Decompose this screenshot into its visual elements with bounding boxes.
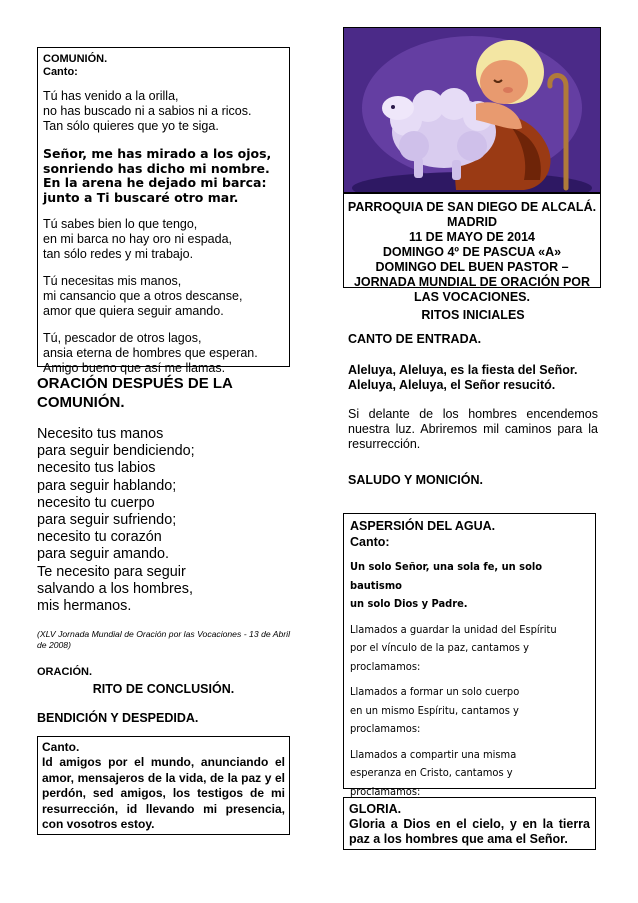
blessing-heading: BENDICIÓN Y DESPEDIDA.	[37, 711, 199, 725]
gloria-box	[343, 797, 596, 850]
communion-stanza-2: Tú sabes bien lo que tengo, en mi barca no hay oro ni espada, tan sólo redes y mi trabajo.	[43, 217, 233, 261]
greeting-heading: SALUDO Y MONICIÓN.	[348, 473, 483, 487]
communion-heading: COMUNIÓN.	[43, 53, 108, 65]
sunday-name: DOMINGO 4º DE PASCUA «A»	[382, 245, 562, 259]
prayer-section	[37, 374, 290, 679]
mass-date: 11 DE MAYO DE 2014	[409, 230, 535, 244]
final-song-box	[37, 736, 290, 835]
communion-label: Canto:	[43, 66, 78, 78]
shepherd-face	[480, 60, 528, 104]
aspersion-refrain: Un solo Señor, una sola fe, un solo bautismo un solo Dios y Padre.	[350, 560, 543, 610]
initial-rites-title: RITOS INICIALES	[421, 308, 525, 322]
prayer-text: Necesito tus manos para seguir bendiciendo; necesito tus labios para seguir hablando; necesito tu cuerpo para seguir sufriendo; necesito tu corazón para seguir amando. Te necesito para seguir salvando a los hombres, mis hermanos.	[37, 426, 195, 615]
good-shepherd-line: DOMINGO DEL BUEN PASTOR –	[375, 260, 569, 274]
aspersion-title: ASPERSIÓN DEL AGUA.	[350, 519, 496, 533]
communion-box	[37, 47, 290, 375]
parish-city: MADRID	[447, 215, 497, 229]
communion-stanza-4: Tú, pescador de otros lagos, ansia eterna de hombres que esperan. Amigo bueno que así me llamas.	[43, 331, 258, 375]
lamb-eye	[391, 105, 395, 109]
oracion-label: ORACIÓN.	[37, 666, 92, 679]
aspersion-label: Canto:	[350, 535, 390, 549]
initial-rites-section	[348, 308, 598, 488]
aspersion-verse-3: Llamados a compartir una misma esperanza en Cristo, cantamos y proclamamos:	[350, 747, 517, 798]
communion-stanza-1: Tú has venido a la orilla, no has buscado ni a sabios ni a ricos. Tan sólo quieres que yo te siga.	[43, 89, 252, 133]
final-song-text: Id amigos por el mundo, anunciando el amor, mensajeros de la vida, de la paz y el perdón, sed amigos, los testigos de mi resurrección, id llevando mi presencia, con vosotros estoy.	[42, 755, 285, 831]
prayer-title: ORACIÓN DESPUÉS DE LA COMUNIÓN.	[37, 375, 233, 411]
shepherd-cheek	[503, 87, 513, 93]
parish-name: PARROQUIA DE SAN DIEGO DE ALCALÁ.	[347, 200, 597, 214]
aspersion-verse-2: Llamados a formar un solo cuerpo en un mismo Espíritu, cantamos y proclamamos:	[350, 685, 520, 735]
gloria-text: Gloria a Dios en el cielo, y en la tierra paz a los hombres que ama el Señor.	[349, 817, 590, 846]
lamb-wool-5	[399, 131, 429, 161]
entrance-song-title: CANTO DE ENTRADA.	[348, 332, 482, 346]
shepherd-with-lamb-icon	[344, 28, 600, 192]
vocations-line: LAS VOCACIONES.	[414, 290, 530, 304]
entrance-verse: Si delante de los hombres encendemos nuestra luz. Abriremos mil caminos para la resurrección.	[348, 407, 598, 451]
communion-stanza-3: Tú necesitas mis manos, mi cansancio que a otros descanse, amor que quiera seguir amando.	[43, 274, 243, 318]
communion-chorus: Señor, me has mirado a los ojos, sonriendo has dicho mi nombre. En la arena he dejado mi barca: junto a Ti buscaré otro mar.	[43, 146, 272, 205]
lamb-leg-2	[452, 160, 461, 180]
world-day-line: JORNADA MUNDIAL DE ORACIÓN POR	[353, 275, 591, 289]
lamb-wool-6	[457, 131, 487, 161]
aspersion-verse-1: Llamados a guardar la unidad del Espíritu por el vínculo de la paz, cantamos y proclamamos:	[350, 622, 557, 673]
aspersion-box	[343, 513, 596, 798]
conclusion-title: RITO DE CONCLUSIÓN.	[92, 682, 235, 696]
lamb-leg-1	[414, 158, 423, 178]
entrance-refrain: Aleluya, Aleluya, es la fiesta del Señor. Aleluya, Aleluya, el Señor resucitó.	[348, 363, 578, 392]
gloria-title: GLORIA.	[349, 802, 402, 816]
lamb-head	[382, 96, 414, 120]
prayer-source: (XLV Jornada Mundial de Oración por las Vocaciones - 13 de Abril de 2008)	[37, 629, 290, 651]
final-song-label: Canto.	[42, 740, 80, 754]
shepherd-illustration	[343, 27, 601, 193]
parish-header-box	[343, 193, 601, 304]
